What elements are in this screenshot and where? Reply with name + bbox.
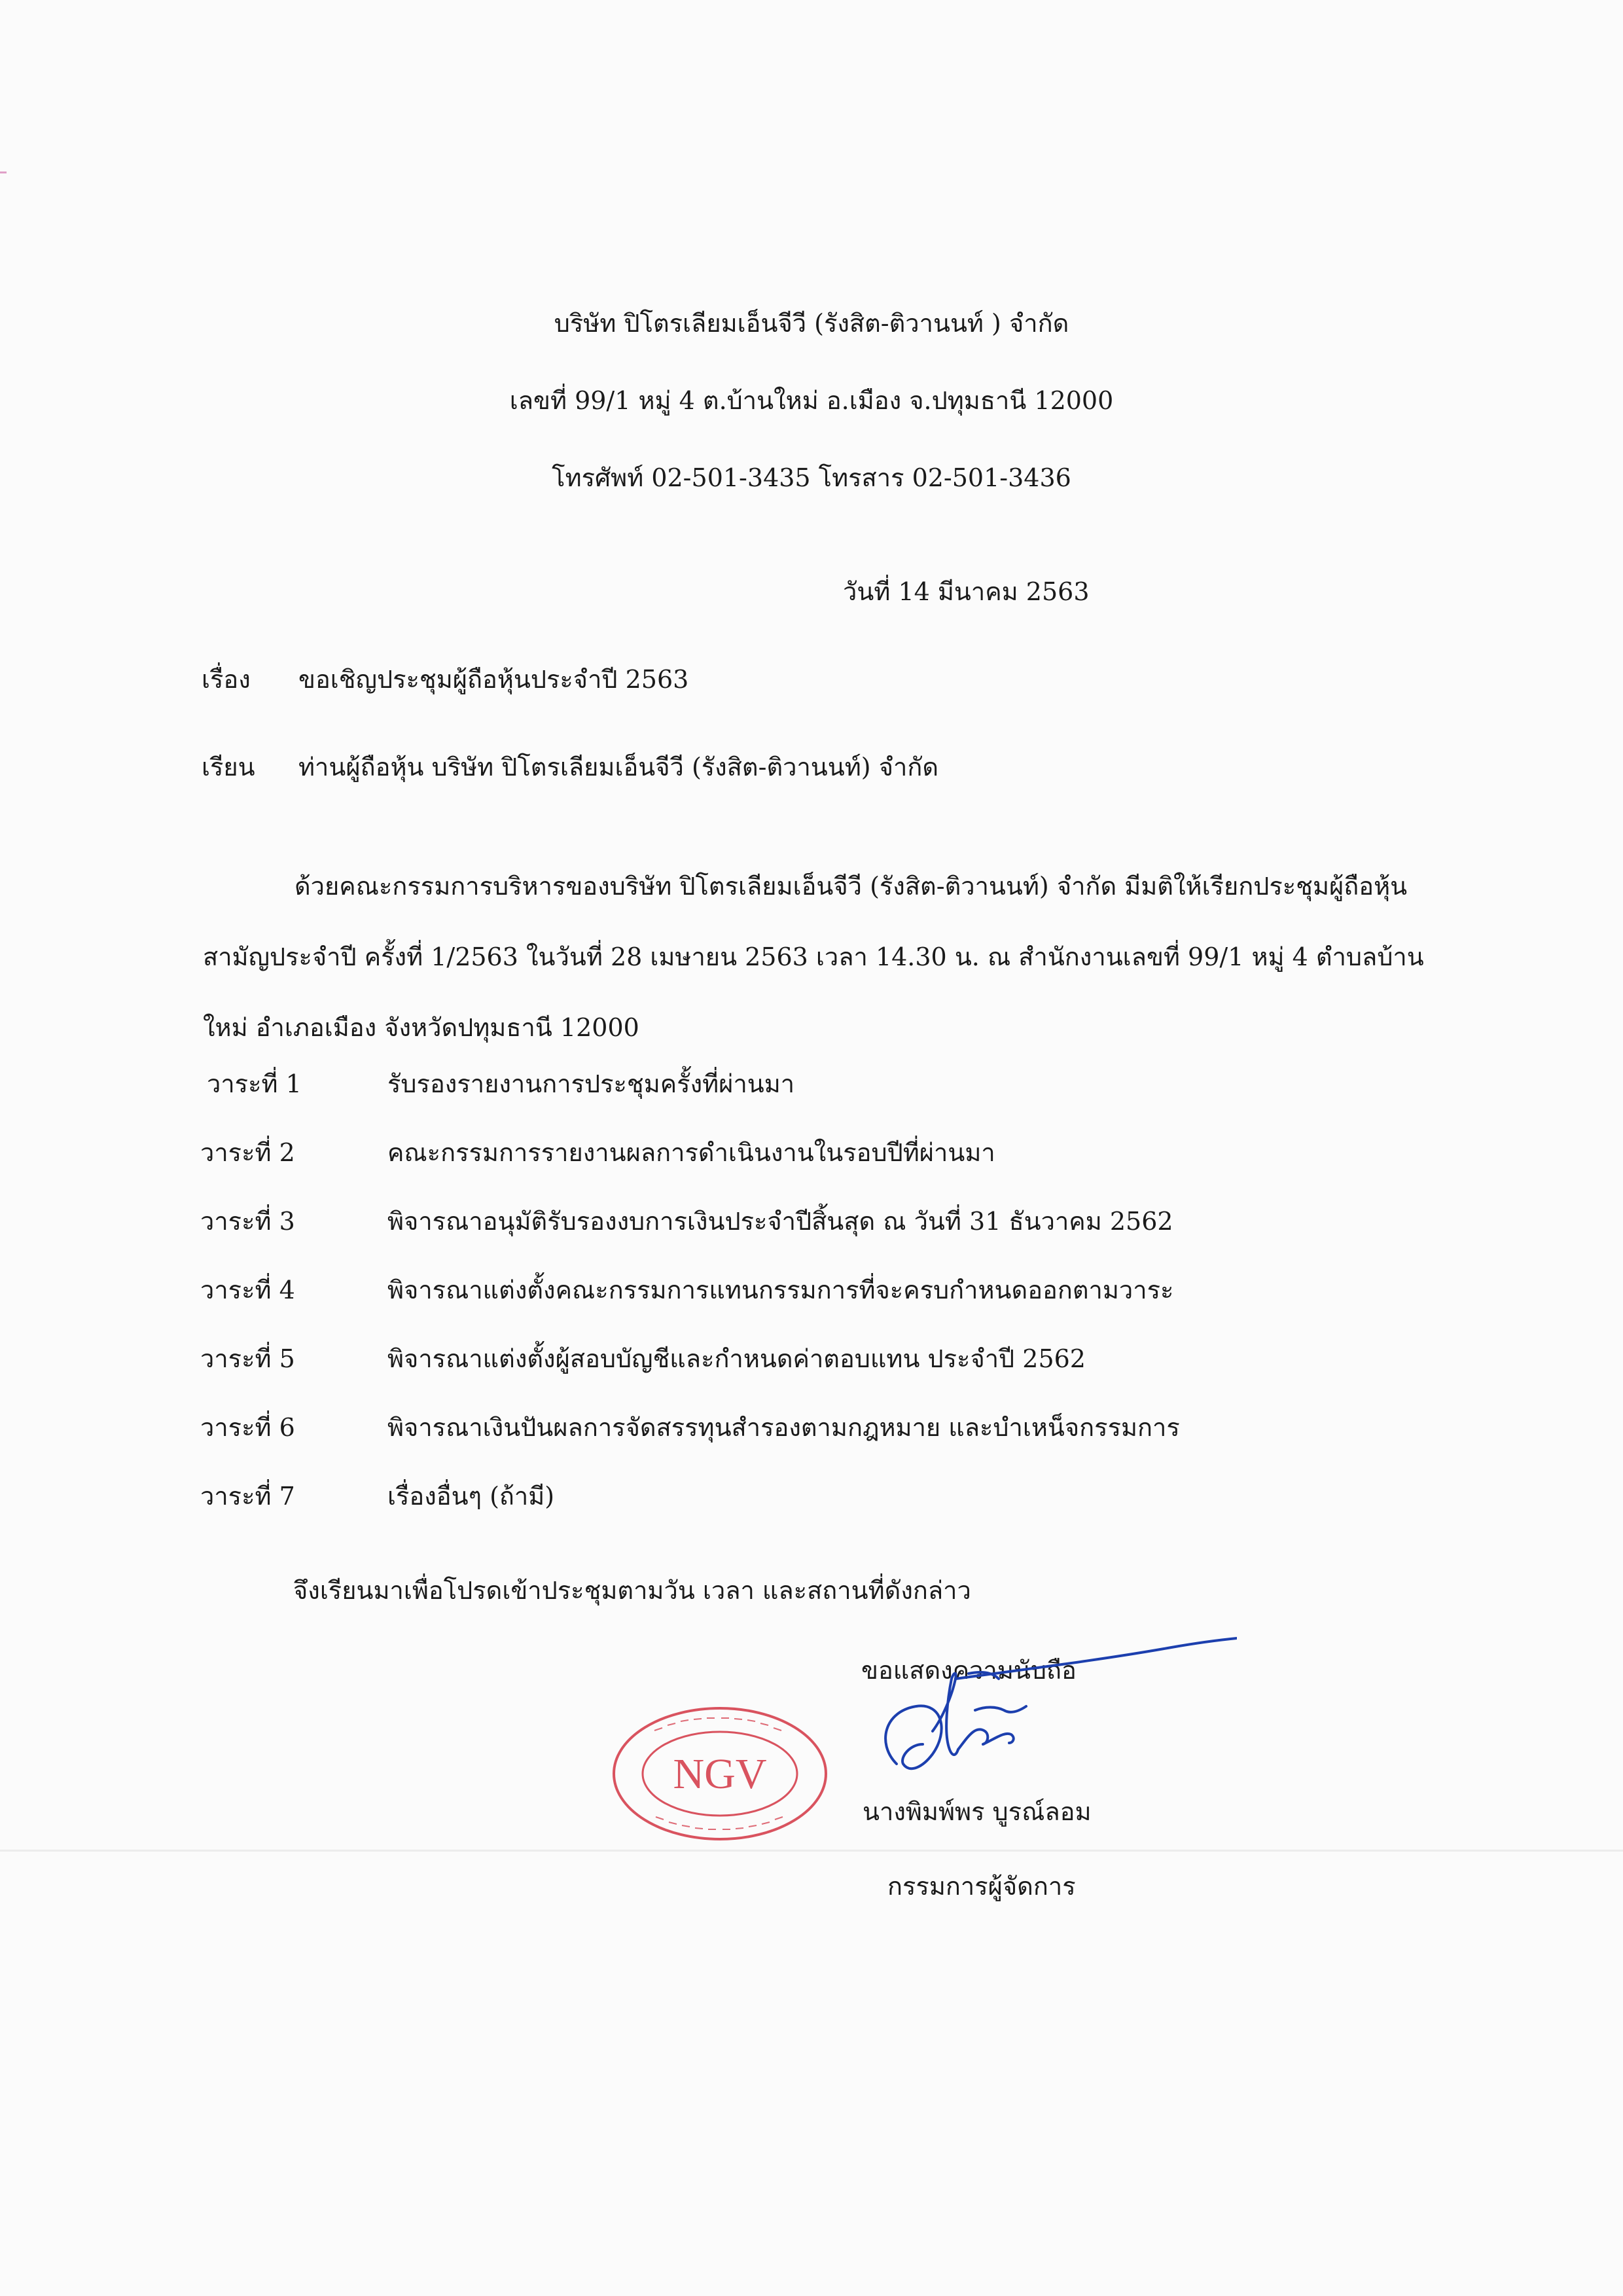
company-name: บริษัท ปิโตรเลียมเอ็นจีวี (รังสิต-ติวานนท์ ) จำกัด bbox=[554, 309, 1069, 338]
agenda-text: พิจารณาอนุมัติรับรองงบการเงินประจำปีสิ้นสุด ณ วันที่ 31 ธันวาคม 2562 bbox=[387, 1207, 1173, 1236]
company-stamp-icon bbox=[609, 1702, 831, 1846]
agenda-number: วาระที่ 4 bbox=[200, 1276, 295, 1304]
signatory-title: กรรมการผู้จัดการ bbox=[887, 1872, 1076, 1901]
subject-text: ขอเชิญประชุมผู้ถือหุ้นประจำปี 2563 bbox=[298, 665, 689, 694]
recipient-text: ท่านผู้ถือหุ้น บริษัท ปิโตรเลียมเอ็นจีวี (รังสิต-ติวานนท์) จำกัด bbox=[298, 753, 938, 781]
company-contact: โทรศัพท์ 02-501-3435 โทรสาร 02-501-3436 bbox=[552, 463, 1071, 492]
closing-line: จึงเรียนมาเพื่อโปรดเข้าประชุมตามวัน เวลา และสถานที่ดังกล่าว bbox=[293, 1576, 971, 1605]
company-address: เลขที่ 99/1 หมู่ 4 ต.บ้านใหม่ อ.เมือง จ.ปทุมธานี 12000 bbox=[509, 386, 1114, 415]
agenda-text: คณะกรรมการรายงานผลการดำเนินงานในรอบปีที่ผ่านมา bbox=[387, 1138, 995, 1167]
agenda-text: พิจารณาแต่งตั้งผู้สอบบัญชีและกำหนดค่าตอบแทน ประจำปี 2562 bbox=[387, 1344, 1086, 1373]
subject-label: เรื่อง bbox=[202, 665, 251, 694]
agenda-number: วาระที่ 1 bbox=[207, 1069, 302, 1098]
agenda-text: รับรองรายงานการประชุมครั้งที่ผ่านมา bbox=[387, 1069, 795, 1098]
agenda-number: วาระที่ 3 bbox=[200, 1207, 295, 1236]
stamp-logo-text: NGV bbox=[673, 1750, 767, 1798]
signature-icon bbox=[870, 1633, 1237, 1823]
agenda-number: วาระที่ 7 bbox=[200, 1482, 295, 1511]
agenda-text: พิจารณาเงินปันผลการจัดสรรทุนสำรองตามกฎหมาย และบำเหน็จกรรมการ bbox=[387, 1413, 1180, 1442]
recipient-label: เรียน bbox=[202, 753, 255, 781]
body-paragraph bbox=[203, 851, 1427, 1063]
agenda-number: วาระที่ 5 bbox=[200, 1344, 295, 1373]
agenda-text: พิจารณาแต่งตั้งคณะกรรมการแทนกรรมการที่จะครบกำหนดออกตามวาระ bbox=[387, 1276, 1174, 1304]
agenda-number: วาระที่ 6 bbox=[200, 1413, 295, 1442]
body-text: ด้วยคณะกรรมการบริหารของบริษัท ปิโตรเลียมเอ็นจีวี (รังสิต-ติวานนท์) จำกัด มีมติให้เรียกประชุมผู้ถือหุ้นสามัญประจำปี ครั้งที่ 1/2563 ในวันที่ 28 เมษายน 2563 เวลา 14.30 น. ณ สำนักงานเลขที่ 99/1 หมู่ 4 ตำบลบ้านใหม่ อำเภอเมือง จังหวัดปทุมธานี 12000 bbox=[203, 872, 1424, 1042]
signatory-name: นางพิมพ์พร บูรณ์ลอม bbox=[863, 1797, 1092, 1826]
agenda-text: เรื่องอื่นๆ (ถ้ามี) bbox=[387, 1482, 555, 1511]
letter-date: วันที่ 14 มีนาคม 2563 bbox=[843, 577, 1090, 606]
scan-fold-line bbox=[0, 1850, 1623, 1852]
scan-edge-mark bbox=[0, 171, 7, 173]
agenda-number: วาระที่ 2 bbox=[200, 1138, 295, 1167]
regards-text: ขอแสดงความนับถือ bbox=[861, 1656, 1077, 1685]
